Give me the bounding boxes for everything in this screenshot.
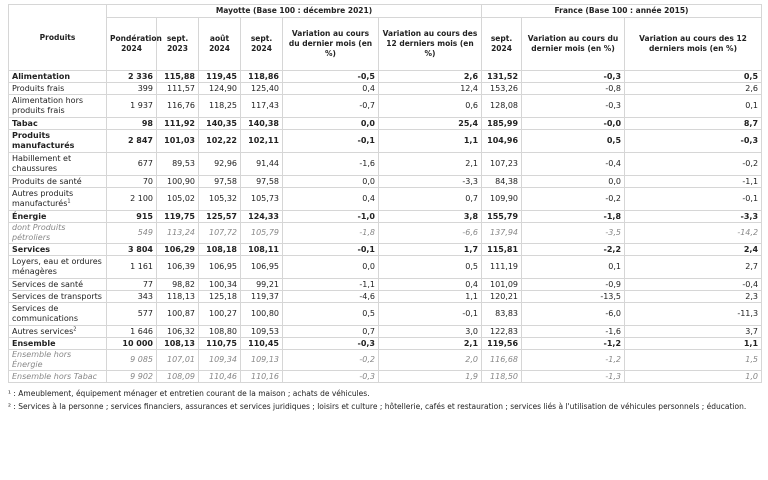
row-label: Services [9, 244, 107, 256]
table-cell: 110,46 [199, 371, 241, 383]
table-cell: 105,32 [199, 188, 241, 211]
table-cell: -3,5 [522, 223, 625, 244]
table-cell: 119,56 [482, 338, 522, 350]
table-cell: 2 336 [107, 71, 157, 83]
table-cell: 110,45 [241, 338, 283, 350]
table-cell: 116,68 [482, 350, 522, 371]
table-cell: 185,99 [482, 118, 522, 130]
footnote-marker: 2 [73, 325, 77, 332]
row-label: Énergie [9, 211, 107, 223]
table-cell: 107,72 [199, 223, 241, 244]
table-cell: -3,3 [625, 211, 762, 223]
table-cell: 2 847 [107, 130, 157, 153]
table-cell: 3,7 [625, 326, 762, 338]
table-cell: 0,1 [625, 95, 762, 118]
table-cell: 2,3 [625, 291, 762, 303]
table-cell: 106,95 [199, 256, 241, 279]
column-header: sept. 2023 [157, 18, 199, 71]
table-cell: 109,13 [241, 350, 283, 371]
table-cell: 106,95 [241, 256, 283, 279]
table-cell: 106,29 [157, 244, 199, 256]
table-cell: 343 [107, 291, 157, 303]
table-cell: 105,02 [157, 188, 199, 211]
table-cell: 111,57 [157, 83, 199, 95]
france-group-header: France (Base 100 : année 2015) [482, 5, 762, 18]
row-label: Services de communications [9, 303, 107, 326]
column-header: Pondération 2024 [107, 18, 157, 71]
table-row [9, 83, 762, 95]
table-cell: 0,0 [283, 176, 379, 188]
table-row [9, 223, 762, 244]
table-cell: 1 161 [107, 256, 157, 279]
row-label: Produits de santé [9, 176, 107, 188]
table-cell: 106,32 [157, 326, 199, 338]
table-cell: 0,5 [522, 130, 625, 153]
table-cell: 0,4 [283, 188, 379, 211]
table-cell: 1,7 [379, 244, 482, 256]
column-header: Variation au cours du dernier mois (en %) [283, 18, 379, 71]
table-cell: 122,83 [482, 326, 522, 338]
table-cell: 108,11 [241, 244, 283, 256]
table-cell: 3,8 [379, 211, 482, 223]
table-cell: 0,7 [379, 188, 482, 211]
row-label: Ensemble [9, 338, 107, 350]
table-cell: -13,5 [522, 291, 625, 303]
table-cell: 119,75 [157, 211, 199, 223]
table-cell: 110,16 [241, 371, 283, 383]
column-header: Variation au cours du dernier mois (en %) [522, 18, 625, 71]
table-cell: -1,8 [283, 223, 379, 244]
table-cell: 118,50 [482, 371, 522, 383]
table-cell: 124,33 [241, 211, 283, 223]
table-cell: -0,3 [283, 371, 379, 383]
table-cell: -0,4 [625, 279, 762, 291]
table-cell: 124,90 [199, 83, 241, 95]
table-cell: -1,3 [522, 371, 625, 383]
table-cell: 1 646 [107, 326, 157, 338]
table-row [9, 71, 762, 83]
table-cell: 110,75 [199, 338, 241, 350]
table-cell: 92,96 [199, 153, 241, 176]
table-row [9, 211, 762, 223]
table-cell: 97,58 [199, 176, 241, 188]
table-cell: 2,1 [379, 153, 482, 176]
table-cell: 0,1 [522, 256, 625, 279]
table-cell: 399 [107, 83, 157, 95]
table-cell: 113,24 [157, 223, 199, 244]
table-cell: -0,3 [625, 130, 762, 153]
table-cell: -3,3 [379, 176, 482, 188]
table-cell: 2,6 [379, 71, 482, 83]
table-cell: 9 902 [107, 371, 157, 383]
table-cell: 104,96 [482, 130, 522, 153]
table-row [9, 188, 762, 211]
table-cell: 109,90 [482, 188, 522, 211]
table-cell: -14,2 [625, 223, 762, 244]
table-cell: -0,8 [522, 83, 625, 95]
row-label: Produits frais [9, 83, 107, 95]
table-row [9, 350, 762, 371]
table-cell: -0,3 [522, 71, 625, 83]
table-cell: 97,58 [241, 176, 283, 188]
table-cell: 125,57 [199, 211, 241, 223]
row-label: Ensemble hors Énergie [9, 350, 107, 371]
table-cell: 3 804 [107, 244, 157, 256]
table-cell: 2,4 [625, 244, 762, 256]
table-cell: -1,2 [522, 338, 625, 350]
table-cell: 102,11 [241, 130, 283, 153]
table-cell: 105,73 [241, 188, 283, 211]
table-cell: 0,5 [379, 256, 482, 279]
table-cell: 1,5 [625, 350, 762, 371]
table-cell: 2,6 [625, 83, 762, 95]
table-cell: 84,38 [482, 176, 522, 188]
table-cell: 100,80 [241, 303, 283, 326]
table-cell: 2,0 [379, 350, 482, 371]
table-cell: -1,8 [522, 211, 625, 223]
table-cell: 83,83 [482, 303, 522, 326]
table-cell: -0,2 [522, 188, 625, 211]
row-label: Autres produits manufacturés$^1$ [9, 188, 107, 211]
table-cell: -0,9 [522, 279, 625, 291]
table-cell: 1,0 [625, 371, 762, 383]
table-cell: 1,1 [379, 130, 482, 153]
table-cell: 111,92 [157, 118, 199, 130]
table-cell: 1,9 [379, 371, 482, 383]
column-header: août 2024 [199, 18, 241, 71]
table-row [9, 130, 762, 153]
table-cell: 915 [107, 211, 157, 223]
table-cell: 1 937 [107, 95, 157, 118]
table-cell: -6,0 [522, 303, 625, 326]
table-body [9, 71, 762, 383]
table-cell: 118,25 [199, 95, 241, 118]
row-label: Loyers, eau et ordures ménagères [9, 256, 107, 279]
table-cell: 9 085 [107, 350, 157, 371]
table-row [9, 176, 762, 188]
table-cell: -1,0 [283, 211, 379, 223]
table-row [9, 279, 762, 291]
table-cell: 8,7 [625, 118, 762, 130]
table-cell: 0,5 [283, 303, 379, 326]
column-header: sept. 2024 [482, 18, 522, 71]
table-cell: 119,45 [199, 71, 241, 83]
table-cell: -0,4 [522, 153, 625, 176]
table-cell: 137,94 [482, 223, 522, 244]
table-cell: 2,7 [625, 256, 762, 279]
table-cell: -0,2 [283, 350, 379, 371]
row-label: dont Produits pétroliers [9, 223, 107, 244]
table-cell: 131,52 [482, 71, 522, 83]
table-cell: -0,2 [625, 153, 762, 176]
table-header [9, 5, 762, 71]
table-cell: -0,3 [283, 338, 379, 350]
table-row [9, 291, 762, 303]
table-cell: 91,44 [241, 153, 283, 176]
row-label: Services de transports [9, 291, 107, 303]
table-cell: 115,88 [157, 71, 199, 83]
table-cell: 0,0 [522, 176, 625, 188]
cpi-table [8, 4, 762, 383]
table-cell: 0,6 [379, 95, 482, 118]
table-cell: -1,1 [283, 279, 379, 291]
table-cell: 107,23 [482, 153, 522, 176]
table-cell: 25,4 [379, 118, 482, 130]
table-cell: 107,01 [157, 350, 199, 371]
table-cell: 0,5 [625, 71, 762, 83]
table-cell: 0,7 [283, 326, 379, 338]
table-cell: 108,18 [199, 244, 241, 256]
table-row [9, 338, 762, 350]
table-cell: 89,53 [157, 153, 199, 176]
table-cell: -0,1 [625, 188, 762, 211]
table-row [9, 118, 762, 130]
table-cell: 118,13 [157, 291, 199, 303]
table-cell: -0,1 [283, 130, 379, 153]
table-cell: -11,3 [625, 303, 762, 326]
table-cell: 117,43 [241, 95, 283, 118]
table-cell: 101,03 [157, 130, 199, 153]
table-cell: 109,53 [241, 326, 283, 338]
footnote-1: ¹ : Ameublement, équipement ménager et entretien courant de la maison ; achats de véhicules. [8, 389, 370, 398]
table-cell: 99,21 [241, 279, 283, 291]
table-cell: 125,40 [241, 83, 283, 95]
table-cell: -6,6 [379, 223, 482, 244]
table-cell: 549 [107, 223, 157, 244]
table-cell: 100,34 [199, 279, 241, 291]
table-cell: 677 [107, 153, 157, 176]
table-cell: 106,39 [157, 256, 199, 279]
table-cell: 77 [107, 279, 157, 291]
table-cell: 155,79 [482, 211, 522, 223]
table-cell: 115,81 [482, 244, 522, 256]
table-cell: 120,21 [482, 291, 522, 303]
table-cell: 2,1 [379, 338, 482, 350]
table-cell: 577 [107, 303, 157, 326]
table-cell: 102,22 [199, 130, 241, 153]
table-cell: 108,80 [199, 326, 241, 338]
table-cell: 153,26 [482, 83, 522, 95]
table-cell: 105,79 [241, 223, 283, 244]
table-cell: 12,4 [379, 83, 482, 95]
table-cell: -0,0 [522, 118, 625, 130]
row-label: Services de santé [9, 279, 107, 291]
row-label: Produits manufacturés [9, 130, 107, 153]
row-label: Tabac [9, 118, 107, 130]
table-row [9, 326, 762, 338]
column-header: Variation au cours des 12 derniers mois (en %) [625, 18, 762, 71]
table-cell: -2,2 [522, 244, 625, 256]
mayotte-group-header: Mayotte (Base 100 : décembre 2021) [107, 5, 482, 18]
table-cell: 108,13 [157, 338, 199, 350]
row-label: Alimentation [9, 71, 107, 83]
table-cell: 0,4 [283, 83, 379, 95]
table-row [9, 303, 762, 326]
row-label: Ensemble hors Tabac [9, 371, 107, 383]
table-cell: 10 000 [107, 338, 157, 350]
table-cell: 125,18 [199, 291, 241, 303]
table-cell: -4,6 [283, 291, 379, 303]
table-cell: 101,09 [482, 279, 522, 291]
table-cell: -1,1 [625, 176, 762, 188]
table-cell: -0,7 [283, 95, 379, 118]
table-cell: 100,90 [157, 176, 199, 188]
table-cell: 111,19 [482, 256, 522, 279]
row-label: Autres services$^2$ [9, 326, 107, 338]
table-cell: 116,76 [157, 95, 199, 118]
table-cell: 118,86 [241, 71, 283, 83]
table-cell: 1,1 [625, 338, 762, 350]
table-cell: -0,1 [379, 303, 482, 326]
table-cell: 100,27 [199, 303, 241, 326]
table-cell: 0,0 [283, 256, 379, 279]
table-cell: 100,87 [157, 303, 199, 326]
table-cell: 0,4 [379, 279, 482, 291]
table-cell: 108,09 [157, 371, 199, 383]
cpi-table-container [8, 4, 761, 413]
table-cell: 1,1 [379, 291, 482, 303]
column-header: sept. 2024 [241, 18, 283, 71]
table-cell: 140,38 [241, 118, 283, 130]
table-cell: 0,0 [283, 118, 379, 130]
row-label: Alimentation hors produits frais [9, 95, 107, 118]
table-cell: 140,35 [199, 118, 241, 130]
table-cell: 3,0 [379, 326, 482, 338]
table-cell: 70 [107, 176, 157, 188]
table-cell: -0,1 [283, 244, 379, 256]
table-cell: -1,6 [283, 153, 379, 176]
table-cell: -1,6 [522, 326, 625, 338]
table-row [9, 95, 762, 118]
table-cell: -0,3 [522, 95, 625, 118]
table-row [9, 256, 762, 279]
table-cell: 119,37 [241, 291, 283, 303]
table-cell: 109,34 [199, 350, 241, 371]
table-cell: -1,2 [522, 350, 625, 371]
table-cell: -0,5 [283, 71, 379, 83]
footnotes [8, 387, 761, 413]
row-label: Habillement et chaussures [9, 153, 107, 176]
column-header: Variation au cours des 12 derniers mois (en %) [379, 18, 482, 71]
footnote-marker: 1 [67, 198, 71, 205]
table-cell: 128,08 [482, 95, 522, 118]
products-column-header: Produits [9, 5, 107, 71]
table-cell: 98 [107, 118, 157, 130]
table-row [9, 244, 762, 256]
table-cell: 2 100 [107, 188, 157, 211]
table-cell: 98,82 [157, 279, 199, 291]
table-row [9, 153, 762, 176]
table-row [9, 371, 762, 383]
footnote-2: ² : Services à la personne ; services financiers, assurances et services juridiques ; loisirs et culture ; hôtellerie, cafés et restauration ; services liés à l'utilisation de véhicules personnels ; éducation. [8, 402, 747, 411]
